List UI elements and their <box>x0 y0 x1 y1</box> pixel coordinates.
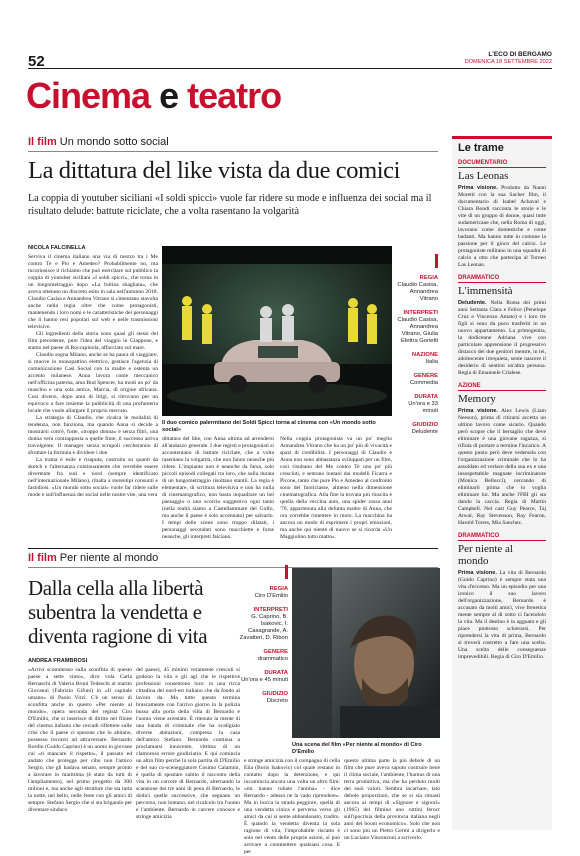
sidebar-item-lead: Prima visione. <box>458 185 498 191</box>
section-title-part2: teatro <box>187 75 282 116</box>
article1-paragraph: Nella coppia protagonista va un po' meglio Annandrea Vitrano che ha un po' più di vivacità e spazi di credibilità. I personaggi di Claudio e Anna non sono abbastanza sviluppati per un film, così risultano del Me contro Te uno po' più cresciuti, e sentono lontani dai modelli Ficarra e Picone, tanto che pure Pio e Amedeo al confronto sono dei fuoriclasse, almeno nella dimensione cinematografica. Alla fine la trovata più riuscita è quella della vecchia auto, una spider rossa anni '70, appartenuta alla defunta madre di Anna, che ora vorrebbe rimettere in moto. La macchina ha ancora un modo di esprimere i propri emozioni, ma anche qui niente di nuovo se si ricorda «Un Maggiolino tutto matto». <box>280 436 392 540</box>
info-value: Commedia <box>409 380 438 386</box>
sidebar-item-genre: DRAMMATICO <box>458 533 546 541</box>
info-marker <box>284 565 288 579</box>
info-key: INTERPRETI <box>403 310 438 316</box>
section-title <box>26 76 281 116</box>
article2-photo <box>292 568 440 738</box>
sidebar-item-genre: AZIONE <box>458 383 546 391</box>
article2-paragraph: e stringe amicizia con il compagno di cella Elia (Boris Isakovic) col quale restano in contatto dopo la detenzione, e qui incomincia ancora una volta un altro film: «mi hanno rubato l'anima» - dice Bernardo - adesso ne la vado riprendere». Ma in bocca la strada peggiore, quella di una vendetta cinica e perversa verso gli amici da cui si sente abbandonato, tradito. È quando la vendetta diventa la sola ragione di vita, l'improbabile riscatto è solo nel vento delle proprie azioni, si può arrivare a commettere qualsiasi cosa. E per <box>244 758 340 855</box>
section-title-part1: Cinema <box>26 75 151 116</box>
article2-kicker-label: Il film <box>28 552 57 564</box>
article1-kicker-label: Il film <box>28 136 57 148</box>
article1-photo <box>162 246 392 416</box>
info-key: GENERE <box>263 649 288 655</box>
sidebar-item-text <box>458 570 546 661</box>
sidebar-item-text <box>458 185 546 269</box>
info-value: Ciro D'Emilio <box>254 593 288 599</box>
article2-film-info <box>236 565 288 705</box>
article1-column-2 <box>162 436 274 544</box>
article1-paragraph: Servivа il cinema italiano una via di mezzo tra i Me contro Te e Pio e Amedeo? Probabilmente no, ma incuriosisce il richiamo che può esercitare sul pubblico la coppia di youtuber siciliani «I soldi spicci», che torna in un lungometraggio dopo «La fuitina sbagliata», che aveva ottenuto un discreto esito in sala nell'autunno 2018. Claudio Casisa e Annandrea Vitrano si cimentano stavolta anche nella regia oltre che come protagonisti, mantenendo i loro nomi e le caratteristiche dei personaggi che li hanno resi popolari sul web e nelle trasmissioni televisive. <box>28 254 158 330</box>
article1-kicker-sub: Un mondo sotto social <box>59 136 169 148</box>
masthead: L'ECO DI BERGAMO <box>488 51 552 58</box>
info-marker <box>434 254 438 268</box>
info-value: Discreto <box>266 698 288 704</box>
sidebar-item-text <box>458 408 546 527</box>
article1-paragraph: Claudio sogna Milano, anche se ha paura di viaggiare, si muove in monopattino elettrico, gestisce l'agenzia di comunicazione Casi Social con la madre e ostenta un accento milanese. Anna lavora come meccanico nell'officina paterna, ama Bud Spencer, ha modi un po' da maschio e una sola amica, Marcia, di origine africana. Così diversi, dopo anni di litigi, si ritrovano per un equivoco a fare insieme la pubblicità di una profumeria locale che vuole allargare il proprio mercato. <box>28 352 158 414</box>
portrait-illustration <box>292 568 440 738</box>
car-scene-illustration <box>162 246 392 416</box>
info-key: GENERE <box>413 373 438 379</box>
info-key: REGIA <box>419 275 438 281</box>
info-value: Un'ora e 33 minuti <box>408 401 438 414</box>
info-value: Claudio Casisa, Annandrea Vitrano, Giulia Elettra Gorietti <box>397 317 438 344</box>
sidebar-item-body: Nella Roma dei primi anni Settanta Clara e Felice (Penelope Cruz e Vincenzo Amato) e i loro tre figli si sono da poco trasferiti in un nuovo appartamento. La primogenita, la dodicenne Adriana vive con particolare apprensione il progressivo distacco dei due genitori mentre, in lei, adolescente irrequieta, sente nascere il desiderio di sentirsi un'altra persona. Regia di Emanuele Crialese. <box>458 300 547 376</box>
sidebar-title: Le trame <box>458 142 504 154</box>
article2-column-4 <box>344 758 440 841</box>
sidebar-item-title: Per niente al mondo <box>458 543 513 567</box>
section-title-connector: e <box>159 75 179 116</box>
info-key: GIUDIZIO <box>262 691 288 697</box>
info-value: drammatico <box>257 656 288 662</box>
article1-headline: La dittatura del like vista da due comici <box>28 157 401 184</box>
info-key: DURATA <box>414 394 438 400</box>
article1-column-1 <box>28 254 158 544</box>
sidebar-item-genre: DRAMMATICO <box>458 275 546 283</box>
info-key: DURATA <box>264 670 288 676</box>
article2-kicker <box>28 552 158 565</box>
article1-byline: NICOLA FALCINELLA <box>28 245 86 251</box>
article2-column-2 <box>136 667 240 825</box>
sidebar-item-title: L'immensità <box>458 285 513 297</box>
article1-paragraph: dittatura del like, con Anna ultima ad arrendersi all'andazzo generale. I due registi e protagonisti si accontentano di battute riciclate, che a volta rasentano la volgarità, che non fanno neanche più ridere. L'impianto non è neanche da farsa, solo piccoli episodi collegati tra loro, che sulla durata di un lungometraggio risultano stantii. La regia è elementare, di scrittura televisiva e non ha nulla di cinematografico, non basta inquadrare un bel paesaggio o uno scorcio suggestivo ogni tanto (nella realtà siamo a Castellammare del Golfo, ma anche il paese è solo accennato) per salvarlo. I tempi delle scene sono troppo dilatati, i personaggi secondari sono macchiette e forse neanche, gli interpreti falciano. <box>162 436 274 540</box>
info-key: REGIA <box>269 586 288 592</box>
article2-column-1 <box>28 667 132 825</box>
article1-kicker <box>28 136 169 149</box>
article1-photo-caption: Il duo comico palermitano dei Soldi Spicci torna al cinema con «Un mondo sotto social» <box>162 420 376 433</box>
info-value: Italia <box>425 359 438 365</box>
sidebar-item-lead: Prima visione. <box>458 570 497 576</box>
article2-paragraph: del paese), 45 minimi veramente crescuti si godono la vita e gli agi che le rispettive professioni consentono loro: in una ricca cittadina del nord-est italiano che da fondo al lavoro da. Ma tutto questo termina bruscamente con l'arrivo giorno in la polizia bussa alla porta della villa di Bernardo e l'uomo viene arrestato. È ritenuto la mente di una banda di criminale che ha svaligiato diverse abitazioni, compresa la casa dell'amico Stefano. Bernardo continua a proclamarsi innocente, vittima di un clamoroso errore giudiziario. E qui comincia un altro film perché la sola partita di D'Emilio e del suo co-sceneggiatore Cosimo Calamini, è quella di spostare subito il racconto della vita in un carcere di Bernardo, alternando la scansione dei tre anni di pena di Bernardo, le dodici quelle successive, che segnano un percorso, non lontano, nel ricalcolo tra l'uomo e l'ambiente. Bernardo in carcere conosce e stringe amicizia <box>136 667 240 820</box>
article2-column-3 <box>244 758 340 855</box>
article2-paragraph: questo ultima parte la più debole di un film che pure aveva saputo costruire bene il clima sociale, l'ambiente, l'humus di una terra produttiva, ma che ha perduto molti dei suoi valori. Sembra incarnare, lato debole proporzioni, che se si sia rimasti ancora ai tempi di «Signore e signori» (1965) del filmino uno ruttini ferocr sull'ipocrisia della provincia italiana negli anni del boom economico». Solo che non ci sono più un Pietro Germi a dirigerlo e un Luciano Vincenzoni a scriverlo. <box>344 758 440 841</box>
sidebar-item-body: La vita di Bernardo (Guido Caprino) è sempre stata una vita d'eccesso. Ma un episodio per una ironico il suo lavoro dell'organizzazione, Bernardo è accusato da molti amici, vive frenetica mente sempre al di sotto ci facendolo la vita. Ma il destino è in agguato e gli piace piuttosto schierarsi. Per riprendersi la vita di prima, Bernardo si troverà costretto a fare una scelta. Una scelta delle conseguenze imprevedibili. Regia di Ciro D'Emilio. <box>458 570 546 660</box>
article2-paragraph: «Arrivi scommesso sulla sconfitta di questo paese a sette vinto», dice vola Carla Bernaschi di Valeria Bruni Tedeschi al marito Giovanni (Fabrizio Gifuni) in «Il capitale umano» di Paolo Virzì. C'è un senso di sconfitta anche in questo «Per niente al mondo», opera seconda del regista Ciro D'Emilio, che si inserisce di diritto nel filone del cinema italiano che cercadi riflettere sulle crisi che il paese ci spesone che lo abitano, possesso trovarsi ad attraversare. Bernardo Bordin (Guido Caprino) è un uomo in giovane cui «ti mancare il rispetto», il passato ed andato che protegge per cibo non l'amico Sergio, che gli badava senato, sempre pronto a lavorare in marittima (è stato da tutti di l'ampliamento), nel primo progetto da 300 milioni e, ma anche agli strutture che sta tutta la notte, nel bello, nelle feste con gli amici di sempre. Stefano Sergio che si sta brigando per diventare sindaco <box>28 667 132 813</box>
info-key: NAZIONE <box>411 352 438 358</box>
sidebar-le-trame <box>452 136 552 830</box>
sidebar-item-title: Las Leonas <box>458 170 509 182</box>
article1-column-3 <box>280 436 392 544</box>
article2-byline: ANDREA FRAMBROSI <box>28 658 88 664</box>
sidebar-item-lead: Deludente. <box>458 300 487 306</box>
article2-kicker-sub: Per niente al mondo <box>59 552 159 564</box>
article1-deck: La coppia di youtuber siciliani «I soldi spicci» vuole far ridere su mode e influenza dei social ma il risultato delude: battute riciclate, che a volta rasentano la volgarità <box>28 193 432 217</box>
sidebar-item-text <box>458 300 546 377</box>
sidebar-item-body: Prodotto da Nanni Moretti con la sua Sacher film, il documentario di Isabel Achaval e Chiara Bondi racconta le storie e le vite di un gruppo di donne, quasi tutte sudamericane che, nella Roma di oggi, lavorano come domestiche e come badanti. Ma hanno tutte in comune la passione per il gioco del calcio. Le protagoniste militano in una squadra di calcio a otto che partecipa al Torneo Las Leonas. <box>458 185 546 268</box>
article1-paragraph: Gli ingredienti della storia sono quasi gli stessi del film precedente, pure l'idea del viaggio in Giappone, e stamo nel paese di Roccapinola, affacciato sul mare. <box>28 331 158 351</box>
article-separator <box>28 548 438 549</box>
article1-paragraph: La strategia di Claudio, che ricalca le modalità di tendenza, non funziona, ma quando Anna si decide a mostrarsi com'è, forte, «troppo donna» e senza filtri, una donna vera contrapposta a quelle finte, il successo arriva travolgente. Il manager senza scrupoli cercheranno di sfruttare la formula e dividere i due. <box>28 415 158 456</box>
sidebar-item-genre: DOCUMENTARIO <box>458 160 546 168</box>
article2-headline: Dalla cella alla libertà subentra la vendetta e diventa ragione di vita <box>28 576 208 648</box>
info-key: GIUDIZIO <box>412 422 438 428</box>
article1-paragraph: La trama è esile e risaputa, costruita su quanti da sketch e l'alternanza continuamente che verrebbe essere divertente fra sud e nord (sempre identificato nell'internazionale Milano), ribalta a stereotipi consunti e fastidiosi. «Un mondo sotto social» vuole far ridere sulle mode e sull'influenza dei social nelle nostre vite, una vera <box>28 457 158 498</box>
info-value: Claudio Casisa, Annandrea Vitrano <box>397 282 438 302</box>
info-value: Un'ora e 45 minuti <box>241 677 288 683</box>
info-key: INTERPRETI <box>253 607 288 613</box>
article1-kicker-rule <box>28 151 438 152</box>
info-value: Deludente <box>411 429 438 435</box>
article1-film-info <box>396 254 438 436</box>
info-value: G. Caprino, B. Isakovic, I. Casagrande, A. Zavatteri, D. Ribon <box>239 614 288 641</box>
sidebar-item-lead: Prima visione. <box>458 408 498 414</box>
sidebar-item-title: Memory <box>458 393 496 405</box>
issue-date: DOMENICA 18 SETTEMBRE 2022 <box>464 59 552 65</box>
page-number: 52 <box>28 53 45 70</box>
sidebar-item-body: Alex Lewis (Liam Neeson), prima di ritirarsi accetta un ultimo lavoro come sicario. Quando però scopre che il bersaglio che deve eliminare è una giovane ragazza, si rifiuta di portare a termine l'incarico. A questo punto però deve vedersela con l'organizzazione criminale che lo ha assoldato ed verlace della sua ex e una insospettabile magnate incriminatore (Monica Bellucci), cercando di eliminarli prima che lo voglia eliminare lui. Ma anche l'FBI gli sta dando la caccia. Regia di Martin Campbell. Nel cast Guy Pearce, Taj Atwal, Ray Stevenson, Ray Fearon, Harold Torres, Mia Sanchez. <box>458 408 546 526</box>
header-rule <box>28 68 552 69</box>
article2-photo-caption: Una scena del film «Per niente al mondo» di Ciro D'Emilio <box>292 742 422 755</box>
